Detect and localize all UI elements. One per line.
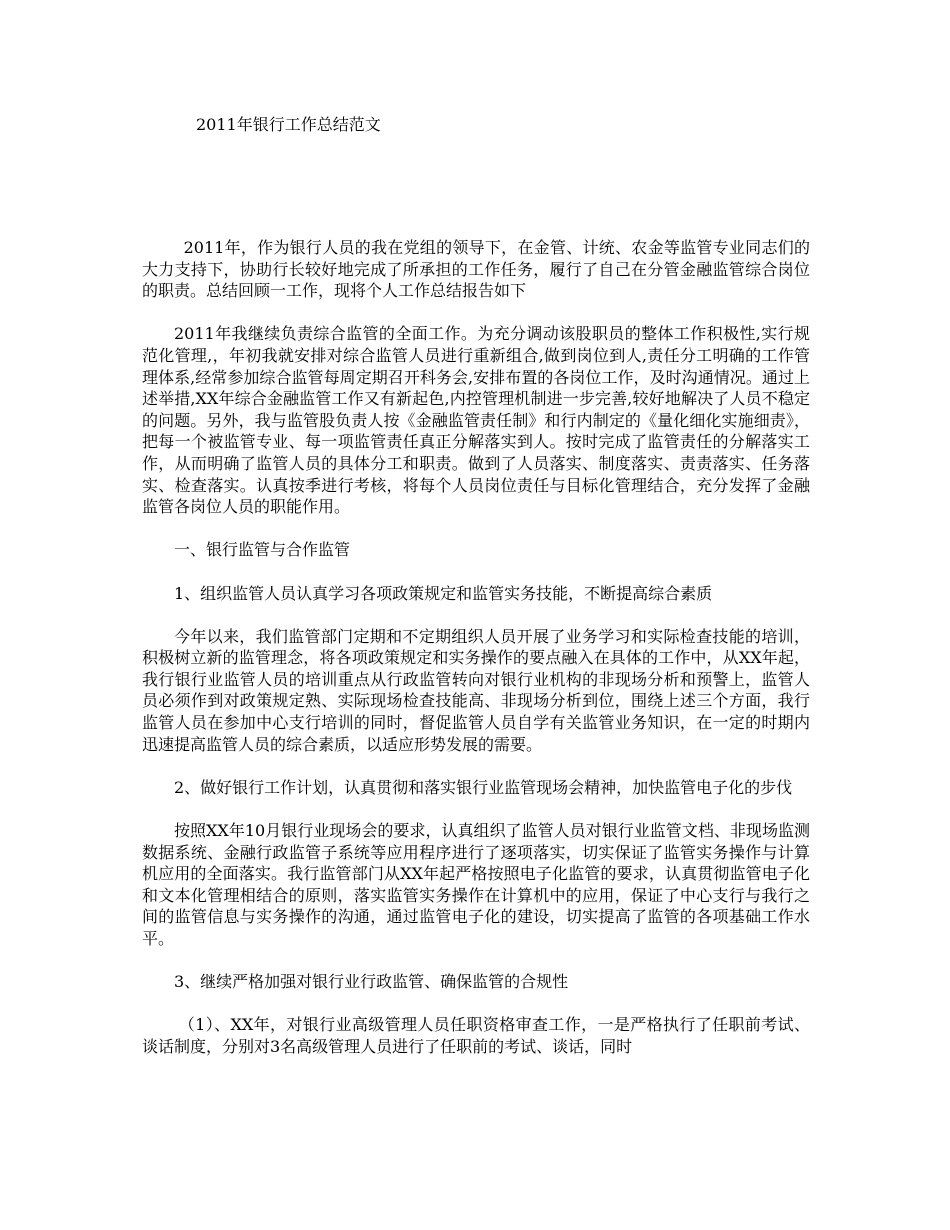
- subsection-heading-training: 1、组织监管人员认真学习各项政策规定和监管实务技能，不断提高综合素质: [174, 583, 713, 603]
- paragraph-overview: 2011年我继续负责综合监管的全面工作。为充分调动该股职员的整体工作积极性,实行规范化管理,，年初我就安排对综合监管人员进行重新组合,做到岗位到人,责任分工明确的工作管理体系,经常参加综合监管每周定期召开科务会,安排布置的各岗位工作，及时沟通情况。通过上述举措,XX年综合金融监管工作又有新起色,内控管理机制进一步完善,较好地解决了人员不稳定的问题。另外，我与监管股负责人按《金融监管责任制》和行内制定的《量化细化实施细责》，把每一个被监管专业、每一项监管责任真正分解落实到人。按时完成了监管责任的分解落实工作，从而明确了监管人员的具体分工和职责。做到了人员落实、制度落实、责责落实、任务落实、检查落实。认真按季进行考核，将每个人员岗位责任与目标化管理结合，充分发挥了金融监管各岗位人员的职能作用。: [142, 324, 810, 517]
- section-heading-banking-supervision: 一、银行监管与合作监管: [174, 540, 351, 560]
- document-title: 2011年银行工作总结范文: [196, 115, 381, 134]
- paragraph-intro: 2011年，作为银行人员的我在党组的领导下，在金管、计统、农金等监管专业同志们的大力支持下，协助行长较好地完成了所承担的工作任务，履行了自己在分管金融监管综合岗位的职责。总结回顾一工作，现将个人工作总结报告如下: [142, 238, 810, 301]
- paragraph-training: 今年以来，我们监管部门定期和不定期组织人员开展了业务学习和实际检查技能的培训，积极树立新的监管理念，将各项政策规定和实务操作的要点融入在具体的工作中，从XX年起，我行银行业监管人员的培训重点从行政监管转向对银行业机构的非现场分析和预警上，监管人员必须作到对政策规定熟、实际现场检查技能高、非现场分析到位，围绕上述三个方面，我行监管人员在参加中心支行培训的同时，督促监管人员自学有关监管业务知识，在一定的时期内迅速提高监管人员的综合素质，以适应形势发展的需要。: [142, 626, 810, 754]
- paragraph-qualification-review: （1）、XX年，对银行业高级管理人员任职资格审查工作，一是严格执行了任职前考试、谈话制度，分别对3名高级管理人员进行了任职前的考试、谈话，同时: [142, 1015, 810, 1056]
- subsection-heading-electronic-supervision: 2、做好银行工作计划，认真贯彻和落实银行业监管现场会精神，加快监管电子化的步伐: [174, 777, 793, 797]
- document-body: [142, 237, 810, 1079]
- paragraph-electronic-supervision: 按照XX年10月银行业现场会的要求，认真组织了监管人员对银行业监管文档、非现场监测数据系统、金融行政监管子系统等应用程序进行了逐项落实，切实保证了监管实务操作与计算机应用的全面落实。我行监管部门从XX年起严格按照电子化监管的要求，认真贯彻监管电子化和文本化管理相结合的原则，落实监管实务操作在计算机中的应用，保证了中心支行与我行之间的监管信息与实务操作的沟通，通过监管电子化的建设，切实提高了监管的各项基础工作水平。: [142, 821, 810, 948]
- subsection-heading-administrative-supervision: 3、继续严格加强对银行业行政监管、确保监管的合规性: [174, 972, 569, 992]
